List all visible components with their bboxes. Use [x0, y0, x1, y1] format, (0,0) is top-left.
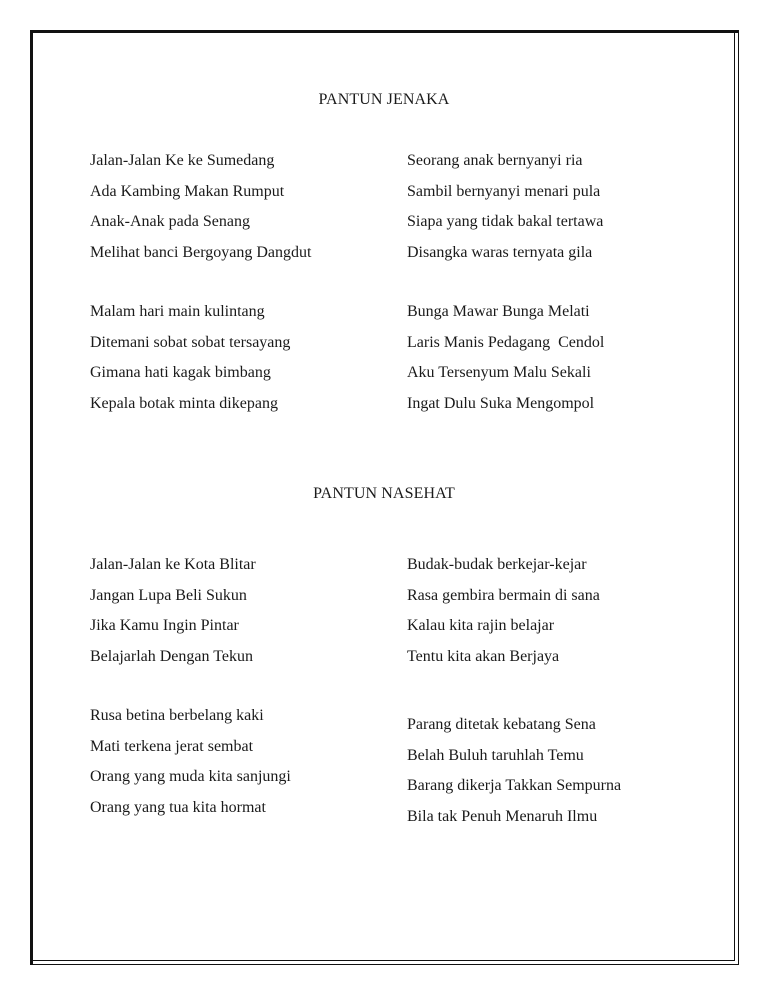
stanza-line: Belajarlah Dengan Tekun: [90, 647, 253, 665]
section-title-pantun-jenaka: PANTUN JENAKA: [318, 91, 450, 108]
stanza-line: Tentu kita akan Berjaya: [407, 647, 560, 665]
stanza-jenaka-1: [90, 151, 311, 273]
stanza-line: Siapa yang tidak bakal tertawa: [407, 213, 604, 230]
stanza-line: Anak-Anak pada Senang: [90, 213, 250, 230]
stanza-line: Kalau kita rajin belajar: [407, 617, 555, 634]
stanza-line: Disangka waras ternyata gila: [407, 243, 593, 261]
stanza-line: Aku Tersenyum Malu Sekali: [407, 364, 591, 381]
stanza-line: Kepala botak minta dikepang: [90, 394, 278, 412]
stanza-line: Melihat banci Bergoyang Dangdut: [90, 243, 312, 261]
stanza-jenaka-2: [407, 151, 603, 273]
stanza-jenaka-3: [90, 302, 290, 424]
stanza-line: Jalan-Jalan Ke ke Sumedang: [90, 152, 275, 169]
stanza-line: Bunga Mawar Bunga Melati: [407, 303, 590, 320]
stanza-line: Bila tak Penuh Menaruh Ilmu: [407, 807, 598, 825]
stanza-line: Barang dikerja Takkan Sempurna: [407, 777, 622, 794]
stanza-line: Ingat Dulu Suka Mengompol: [407, 394, 595, 412]
stanza-line: Seorang anak bernyanyi ria: [407, 152, 583, 169]
stanza-line: Mati terkena jerat sembat: [90, 737, 254, 755]
stanza-line: Belah Buluh taruhlah Temu: [407, 746, 584, 764]
stanza-line: Malam hari main kulintang: [90, 303, 265, 320]
stanza-line: Laris Manis Pedagang Cendol: [407, 333, 605, 351]
stanza-line: Ditemani sobat sobat tersayang: [90, 333, 291, 351]
stanza-nasehat-3: [90, 706, 291, 828]
stanza-line: Ada Kambing Makan Rumput: [90, 182, 285, 200]
stanza-nasehat-2: [407, 555, 600, 677]
stanza-jenaka-4: [407, 302, 604, 424]
stanza-line: Parang ditetak kebatang Sena: [407, 716, 596, 733]
stanza-line: Rasa gembira bermain di sana: [407, 586, 600, 604]
stanza-line: Budak-budak berkejar-kejar: [407, 556, 587, 573]
stanza-line: Orang yang muda kita sanjungi: [90, 768, 291, 785]
stanza-nasehat-1: [90, 555, 256, 677]
stanza-line: Rusa betina berbelang kaki: [90, 707, 264, 724]
stanza-line: Gimana hati kagak bimbang: [90, 364, 271, 381]
section-title-pantun-nasehat: PANTUN NASEHAT: [313, 485, 455, 502]
stanza-line: Jalan-Jalan ke Kota Blitar: [90, 556, 256, 573]
stanza-line: Sambil bernyanyi menari pula: [407, 182, 601, 200]
stanza-line: Orang yang tua kita hormat: [90, 798, 266, 816]
stanza-line: Jangan Lupa Beli Sukun: [90, 586, 247, 604]
stanza-nasehat-4: [407, 715, 621, 837]
stanza-line: Jika Kamu Ingin Pintar: [90, 617, 239, 634]
